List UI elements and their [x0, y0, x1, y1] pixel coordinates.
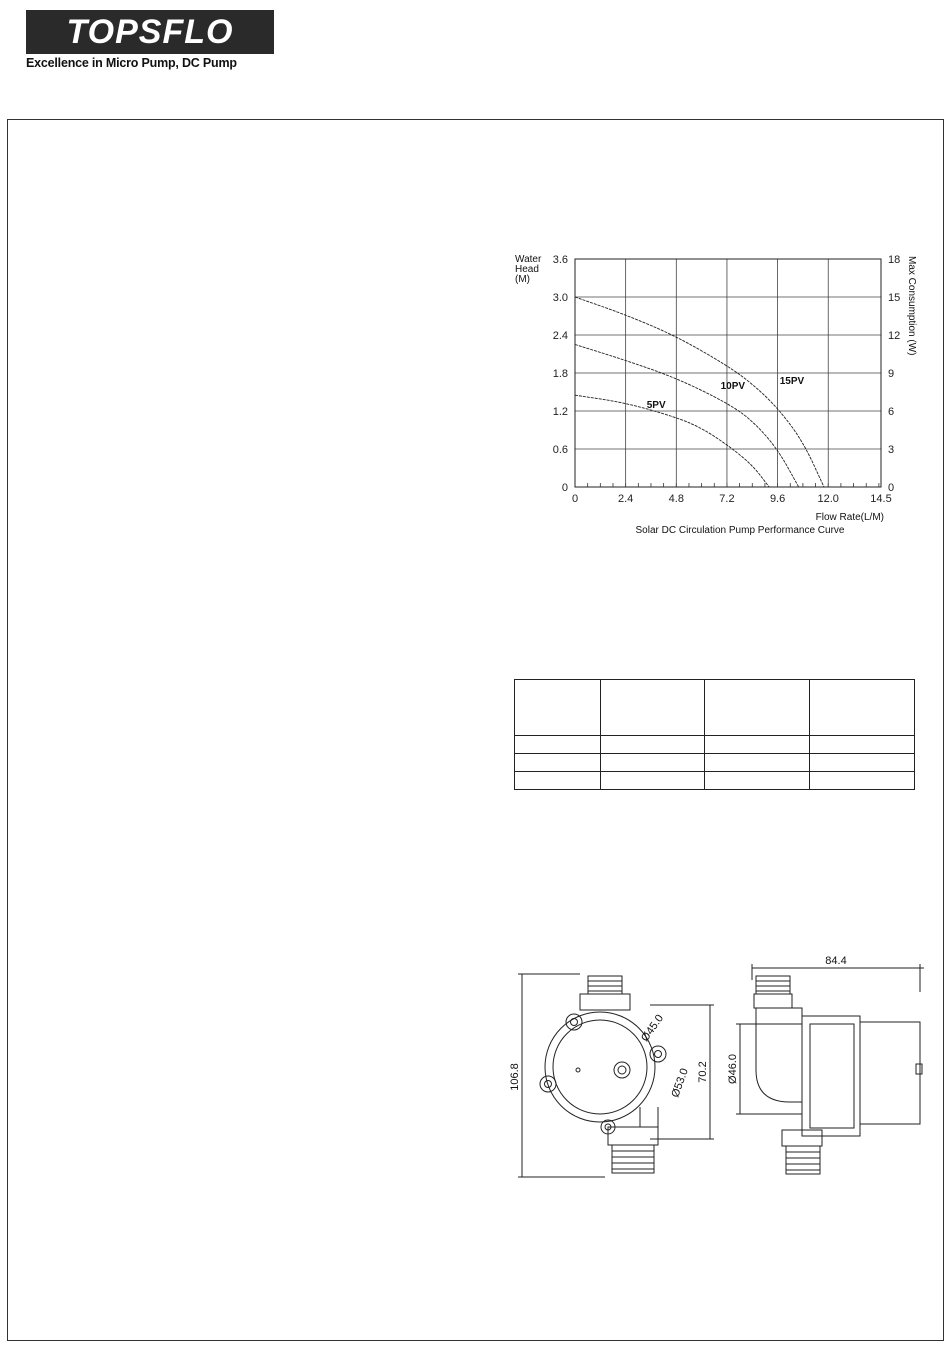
spec-table-cell: [515, 736, 601, 754]
y-axis-label: Head: [515, 264, 539, 275]
series-line-15pv: [575, 297, 824, 487]
spec-table-cell: [601, 754, 705, 772]
spec-table-header-cell: [705, 680, 810, 736]
x-tick-label: 2.4: [617, 493, 634, 505]
y-tick-label: 0: [561, 482, 568, 494]
brand-logo: [26, 10, 276, 70]
spec-table-cell: [810, 754, 915, 772]
spec-table-cell: [705, 736, 810, 754]
spec-table-cell: [601, 736, 705, 754]
series-label: 10PV: [720, 380, 746, 392]
y2-tick-label: 18: [888, 254, 901, 266]
spec-table-cell: [515, 772, 601, 790]
y2-tick-label: 9: [888, 368, 895, 380]
y-axis-label: (M): [515, 274, 530, 285]
dim-body-diameter: Ø45.0: [639, 1012, 667, 1044]
y2-tick-label: 12: [888, 330, 901, 342]
chart-title: Solar DC Circulation Pump Performance Curve: [635, 525, 845, 536]
x-tick-label: 7.2: [719, 493, 735, 505]
y-axis-label: Water: [515, 254, 542, 265]
dim-port-spacing: 70.2: [697, 1061, 709, 1083]
y2-tick-label: 0: [888, 482, 895, 494]
x-axis-label: Flow Rate(L/M): [815, 512, 884, 523]
spec-table-cell: [515, 754, 601, 772]
dim-width-total: 84.4: [825, 955, 847, 967]
x-tick-label: 9.6: [769, 493, 786, 505]
y-tick-label: 1.8: [552, 368, 568, 380]
spec-table-header-cell: [515, 680, 601, 736]
x-tick-label: 12.0: [817, 493, 839, 505]
table-row: [515, 754, 915, 772]
series-label: 5PV: [646, 399, 666, 411]
spec-table-cell: [601, 772, 705, 790]
spec-table: [514, 679, 915, 790]
y-tick-label: 1.2: [552, 406, 568, 418]
y2-tick-label: 6: [888, 406, 895, 418]
performance-chart: [508, 246, 917, 536]
y2-axis-label: Max Consumption (W): [906, 256, 917, 356]
table-row: [515, 772, 915, 790]
dim-flange-diameter: Ø53.0: [669, 1066, 691, 1100]
spec-table-cell: [810, 736, 915, 754]
spec-table-cell: [810, 772, 915, 790]
y2-tick-label: 3: [888, 444, 895, 456]
y-tick-label: 3.0: [552, 292, 568, 304]
spec-table-cell: [705, 754, 810, 772]
series-line-5pv: [575, 395, 769, 487]
x-tick-label: 14.5: [870, 493, 892, 505]
logo-wordmark: TOPSFLO: [26, 10, 274, 54]
y2-tick-label: 15: [888, 292, 901, 304]
spec-table-cell: [705, 772, 810, 790]
y-tick-label: 2.4: [552, 330, 568, 342]
series-line-10pv: [575, 345, 799, 488]
y-tick-label: 3.6: [552, 254, 568, 266]
y-tick-label: 0.6: [552, 444, 568, 456]
table-row: [515, 736, 915, 754]
dim-height-total: 106.8: [509, 1063, 521, 1091]
spec-table-header-cell: [810, 680, 915, 736]
x-tick-label: 0: [571, 493, 579, 505]
brand-tagline: Excellence in Micro Pump, DC Pump: [26, 56, 237, 70]
spec-table-header-cell: [601, 680, 705, 736]
dim-motor-diameter: Ø46.0: [727, 1054, 739, 1084]
dimension-drawing: [500, 952, 930, 1192]
x-tick-label: 4.8: [668, 493, 684, 505]
spec-table-header-row: [515, 680, 915, 736]
series-label: 15PV: [779, 375, 805, 387]
